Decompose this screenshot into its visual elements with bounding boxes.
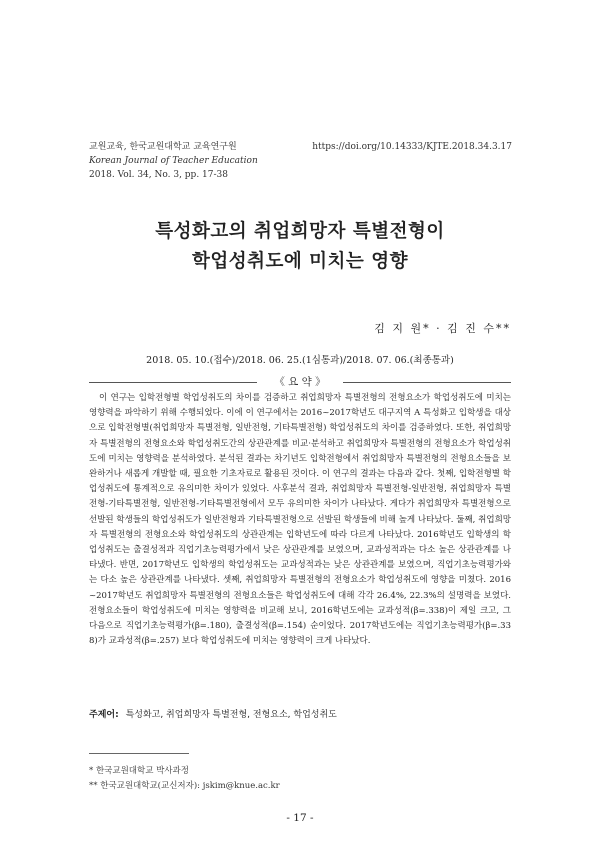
page-number: - 17 - [286,812,314,824]
journal-name-ko: 교원교육, 한국교원대학교 교육연구원 [89,142,237,152]
heading-rule-right [343,382,511,383]
doi-link[interactable]: https://doi.org/10.14333/KJTE.2018.34.3.17 [312,142,512,152]
footnote-2: ** 한국교원대학교(교신저자): jskim@knue.ac.kr [89,781,280,791]
title-line-1: 특성화고의 취업희망자 특별전형이 [155,221,445,242]
abstract-heading [89,374,511,390]
journal-volume: 2018. Vol. 34, No. 3, pp. 17-38 [89,170,228,180]
abstract-heading-label: 《 요 약 》 [274,376,326,388]
authors: 김 지 원* · 김 진 수** [374,322,511,335]
footnote-1: * 한국교원대학교 박사과정 [89,766,189,776]
keywords-label: 주제어: [89,710,119,720]
title-line-2: 학업성취도에 미치는 영향 [192,251,408,272]
keywords [89,707,337,720]
submission-dates: 2018. 05. 10.(접수)/2018. 06. 25.(1심통과)/2018. 07. 06.(최종통과) [146,355,454,366]
journal-header [89,140,258,182]
journal-name-en: Korean Journal of Teacher Education [89,156,258,166]
abstract-body: 이 연구는 입학전형별 학업성취도의 차이를 검증하고 취업희망자 특별전형의 전형요소가 학업성취도에 미치는 영향력을 파악하기 위해 수행되었다. 이에 이 연구에서는 2016~2017학년도 대구지역 A 특성화고 입학생을 대상으로 입학전형별(취업희망자 특별전형, 일반전형, 기타특별전형) 학업성취도의 차이를 검증하였다. 또한, 취업희망자 특별전형의 전형요소와 학업성취도간의 상관관계를 비교·분석하고 취업희망자 특별전형의 전형요소가 학업성취도에 미치는 영향력을 분석하였다. 분석된 결과는 차기년도 입학전형에서 취업희망자 특별전형의 전형요소들을 보완하거나 새롭게 개발할 때, 필요한 기초자료로 활용된 것이다. 이 연구의 결과는 다음과 같다. 첫째, 입학전형별 학업성취도에 통계적으로 유의미한 차이가 있었다. 사후분석 결과, 취업희망자 특별전형-일반전형, 취업희망자 특별전형-기타특별전형, 일반전형-기타특별전형에서 모두 유의미한 차이가 나타났다. 게다가 취업희망자 특별전형으로 선발된 학생들의 학업성취도가 일반전형과 기타특별전형으로 선발된 학생들에 비해 높게 나타났다. 둘째, 취업희망자 특별전형의 전형요소와 학업성취도의 상관관계는 입학년도에 따라 다르게 나타났다. 2016학년도 입학생의 학업성취도는 출결성적과 직업기초능력평가에서 낮은 상관관계를 보였으며, 교과성적과는 다소 높은 상관관계를 나타냈다. 반면, 2017학년도 입학생의 학업성취도는 교과성적과는 낮은 상관관계를 보였으며, 직업기초능력평가와는 다소 높은 상관관계를 나타냈다. 셋째, 취업희망자 특별전형의 전형요소가 학업성취도에 영향을 미쳤다. 2016~2017학년도 취업희망자 특별전형의 전형요소들은 학업성취도에 대해 각각 26.4%, 22.3%의 설명력을 보였다. 전형요소들이 학업성취도에 미치는 영향력을 비교해 보니, 2016학년도에는 교과성적(β=.338)이 제일 크고, 그 다음으로 직업기초능력평가(β=.180), 출결성적(β=.154) 순이었다. 2017학년도에는 직업기초능력평가(β=.338)가 교과성적(β=.257) 보다 학업성취도에 미치는 영향력이 크게 나타났다. [89,393,511,647]
keywords-value: 특성화고, 취업희망자 특별전형, 전형요소, 학업성취도 [125,710,337,720]
footnote-divider [89,753,189,754]
footnotes [89,764,280,794]
paper-title [0,217,600,277]
